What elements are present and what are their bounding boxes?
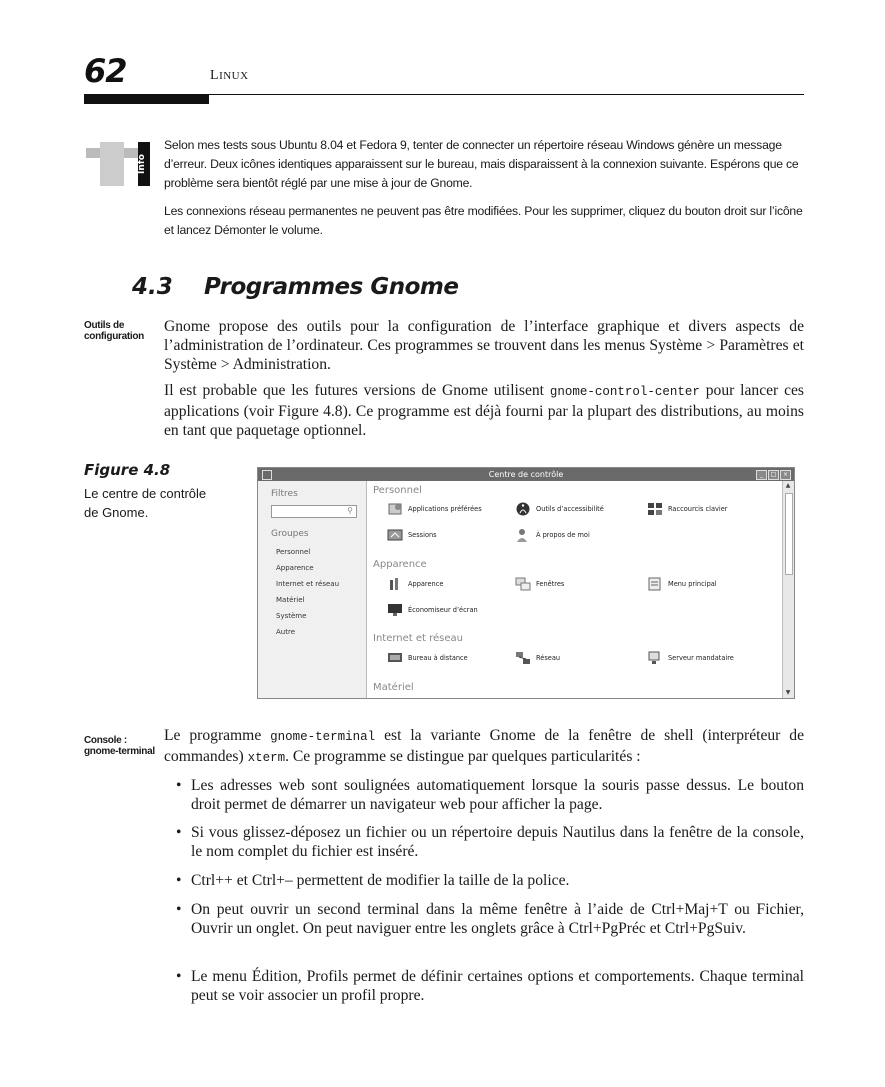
group-materiel[interactable]: Matériel bbox=[276, 596, 305, 604]
list-item-text: Ctrl++ et Ctrl+– permettent de modifier la taille de la police. bbox=[191, 872, 570, 889]
list-item bbox=[176, 823, 804, 861]
scroll-up-icon[interactable]: ▲ bbox=[785, 482, 791, 489]
paragraph-3-c: . Ce programme se distingue par quelques particularités : bbox=[285, 748, 641, 765]
paragraph-2-b: pour lancer ces applications (voir Figure 4.8). Ce programme est déjà fourni par la plupart des distributions, au moins en tant que paquetage optionnel. bbox=[164, 382, 804, 439]
bullet-symbol: • bbox=[176, 777, 182, 794]
bullet-symbol: • bbox=[176, 824, 182, 841]
scroll-down-icon[interactable]: ▼ bbox=[785, 689, 791, 696]
paragraph-3 bbox=[164, 726, 804, 768]
search-icon: ⚲ bbox=[347, 506, 353, 515]
app-label: À propos de moi bbox=[536, 531, 590, 539]
paragraph-2 bbox=[164, 381, 804, 440]
header-block bbox=[84, 94, 209, 104]
window-titlebar bbox=[258, 468, 794, 481]
app-remote-desktop[interactable] bbox=[387, 651, 468, 665]
app-main-menu[interactable] bbox=[647, 577, 717, 591]
paragraph-2-a: Il est probable que les futures versions de Gnome utilisent bbox=[164, 382, 550, 399]
list-item-text: Les adresses web sont soulignées automatiquement lorsque la souris passe dessus. Le bouton droit permet de démarrer un navigateur web pour afficher la page. bbox=[191, 777, 804, 813]
list-item-text: Le menu Édition, Profils permet de définir certaines options et comportements. Chaque terminal peut se voir associer un profil propre. bbox=[191, 968, 804, 1004]
bullet-symbol: • bbox=[176, 901, 182, 918]
filter-input[interactable] bbox=[271, 505, 357, 518]
group-personnel[interactable]: Personnel bbox=[276, 548, 311, 556]
info-icon bbox=[86, 142, 150, 186]
list-item bbox=[176, 967, 804, 1005]
about-me-icon bbox=[515, 528, 531, 542]
accessibility-icon bbox=[515, 502, 531, 516]
filter-label: Filtres bbox=[271, 489, 298, 499]
code-xterm: xterm bbox=[247, 751, 286, 765]
figure-label: Figure 4.8 bbox=[84, 461, 171, 479]
close-button[interactable]: × bbox=[780, 470, 791, 480]
app-label: Applications préférées bbox=[408, 505, 482, 513]
groups-label: Groupes bbox=[271, 529, 309, 539]
app-label: Économiseur d’écran bbox=[408, 606, 478, 614]
category-apparence: Apparence bbox=[373, 559, 427, 570]
list-item bbox=[176, 871, 804, 890]
minimize-button[interactable]: _ bbox=[756, 470, 767, 480]
paragraph-3-b: est la variante Gnome de la fenêtre de shell (interpréteur de commandes) bbox=[164, 727, 804, 765]
app-proxy[interactable] bbox=[647, 651, 734, 665]
app-preferred-applications[interactable] bbox=[387, 502, 482, 516]
content-pane bbox=[367, 481, 782, 698]
figure-caption: Le centre de contrôle de Gnome. bbox=[84, 486, 207, 520]
app-accessibility[interactable] bbox=[515, 502, 604, 516]
app-screensaver[interactable] bbox=[387, 603, 478, 617]
scrollbar[interactable] bbox=[782, 481, 794, 698]
app-label: Sessions bbox=[408, 531, 437, 539]
code-gnome-control-center: gnome-control-center bbox=[549, 385, 700, 399]
group-autre[interactable]: Autre bbox=[276, 628, 296, 636]
paragraph-3-a: Le programme bbox=[164, 727, 271, 744]
maximize-button[interactable]: □ bbox=[768, 470, 779, 480]
list-item-text: On peut ouvrir un second terminal dans la même fenêtre à l’aide de Ctrl+Maj+T ou Fichier, Ouvrir un onglet. On peut naviguer entre les onglets grâce à Ctrl+PgPréc et Ctrl+PgSuiv. bbox=[191, 901, 804, 937]
app-label: Menu principal bbox=[668, 580, 717, 588]
margin-note-console-text: Console : gnome-terminal bbox=[84, 735, 155, 757]
remote-desktop-icon bbox=[387, 651, 403, 665]
section-title: Programmes Gnome bbox=[204, 274, 459, 300]
bullet-symbol: • bbox=[176, 872, 182, 889]
paragraph-1: Gnome propose des outils pour la configuration de l’interface graphique et divers aspects de l’administration de l’ordinateur. Ces programmes se trouvent dans les menus Système > Paramètres et Système > Administration. bbox=[164, 318, 804, 373]
category-materiel: Matériel bbox=[373, 682, 414, 693]
app-label: Apparence bbox=[408, 580, 444, 588]
category-internet: Internet et réseau bbox=[373, 633, 464, 644]
app-label: Raccourcis clavier bbox=[668, 505, 728, 513]
scroll-thumb[interactable] bbox=[785, 493, 793, 575]
list-item-text: Si vous glissez-déposez un fichier ou un répertoire depuis Nautilus dans la fenêtre de la console, le nom complet du fichier est inséré. bbox=[191, 824, 804, 860]
preferred-apps-icon bbox=[387, 502, 403, 516]
info-paragraph-1: Selon mes tests sous Ubuntu 8.04 et Fedora 9, tenter de connecter un répertoire réseau Windows génère un message d’erreur. Deux icônes identiques apparaissent sur le bureau, mais disparaissent à la connexion suivante. Espérons que ce problème sera bientôt réglé par une mise à jour de Gnome. bbox=[164, 138, 799, 190]
running-head-rest: INUX bbox=[219, 70, 249, 82]
app-about-me[interactable] bbox=[515, 528, 590, 542]
info-icon-label: Info bbox=[137, 154, 147, 174]
app-appearance[interactable] bbox=[387, 577, 443, 591]
proxy-icon bbox=[647, 651, 663, 665]
page-number: 62 bbox=[84, 52, 127, 90]
app-label: Réseau bbox=[536, 654, 561, 662]
app-label: Serveur mandataire bbox=[668, 654, 734, 662]
app-label: Fenêtres bbox=[536, 580, 565, 588]
app-sessions[interactable] bbox=[387, 528, 437, 542]
list-item bbox=[176, 776, 804, 814]
margin-note-console bbox=[84, 735, 162, 757]
network-icon bbox=[515, 651, 531, 665]
screensaver-icon bbox=[387, 603, 403, 617]
app-label: Bureau à distance bbox=[408, 654, 468, 662]
app-keyboard-shortcuts[interactable] bbox=[647, 502, 728, 516]
windows-icon bbox=[515, 577, 531, 591]
app-windows[interactable] bbox=[515, 577, 564, 591]
main-menu-icon bbox=[647, 577, 663, 591]
app-network[interactable] bbox=[515, 651, 560, 665]
margin-note-tools: Outils de configuration bbox=[84, 320, 144, 342]
section-number: 4.3 bbox=[132, 274, 173, 300]
control-center-window bbox=[257, 467, 795, 699]
window-title: Centre de contrôle bbox=[488, 470, 564, 479]
running-head: LINUX bbox=[210, 68, 249, 83]
window-menu-icon[interactable] bbox=[262, 470, 272, 480]
appearance-icon bbox=[387, 577, 403, 591]
app-label: Outils d’accessibilité bbox=[536, 505, 604, 513]
bullet-symbol: • bbox=[176, 968, 182, 985]
keyboard-shortcuts-icon bbox=[647, 502, 663, 516]
list-item bbox=[176, 900, 804, 938]
group-apparence[interactable]: Apparence bbox=[276, 564, 314, 572]
sessions-icon bbox=[387, 528, 403, 542]
sidebar bbox=[258, 481, 367, 698]
group-systeme[interactable]: Système bbox=[276, 612, 307, 620]
code-gnome-terminal: gnome-terminal bbox=[270, 730, 376, 744]
group-internet[interactable]: Internet et réseau bbox=[276, 580, 340, 588]
info-paragraph-2: Les connexions réseau permanentes ne peuvent pas être modifiées. Pour les supprimer, cliquez du bouton droit sur l’icône et lancez Démonter le volume. bbox=[164, 204, 803, 237]
category-personnel: Personnel bbox=[373, 485, 422, 496]
